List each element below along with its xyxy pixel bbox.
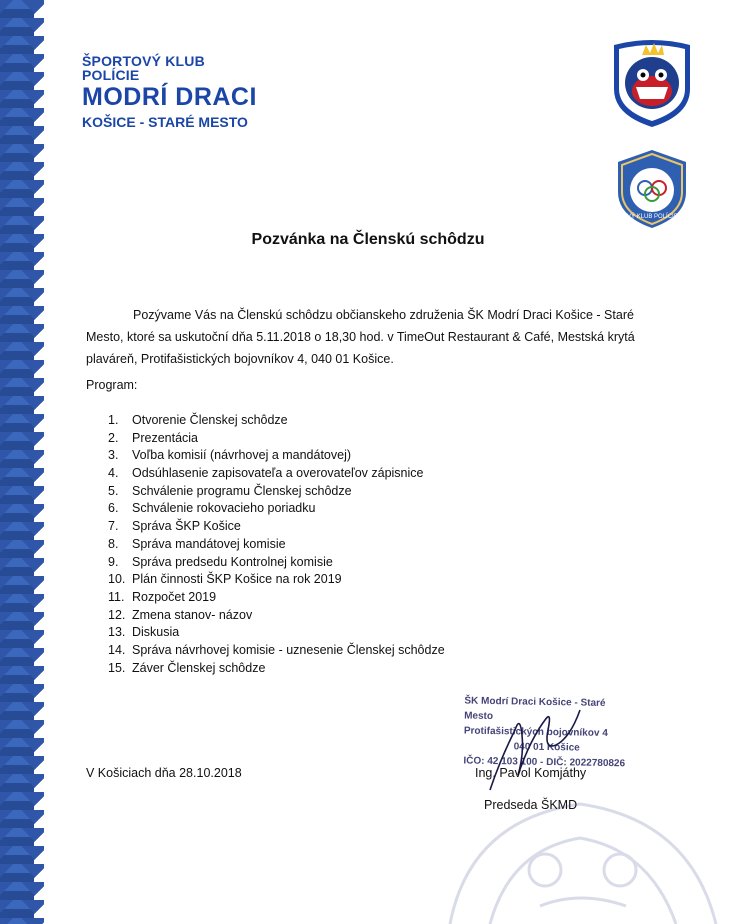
mascot-emblem (610, 37, 694, 129)
program-list (108, 412, 445, 677)
program-item-text: Voľba komisií (návrhovej a mandátovej) (132, 448, 352, 463)
handwritten-signature (460, 690, 610, 800)
logo-line-3: KOŠICE - STARÉ MESTO (82, 114, 248, 130)
program-item (108, 660, 445, 678)
program-item-text: Správa návrhovej komisie - uznesenie Členskej schôdze (132, 642, 445, 657)
stamp-line-1: ŠK Modrí Draci Košice - Staré Mesto (464, 695, 606, 723)
program-item-text: Schválenie programu Členskej schôdze (132, 483, 352, 498)
program-item-number: 2. (108, 430, 119, 445)
program-item-number: 6. (108, 501, 119, 516)
program-item-text: Prezentácia (132, 430, 199, 445)
stamp-line-2: Protifašistických bojovníkov 4 (463, 725, 608, 740)
mascot-watermark (430, 780, 736, 924)
program-item-number: 14. (108, 642, 126, 657)
logo-line-2: MODRÍ DRACI (82, 83, 257, 111)
program-item-number: 12. (108, 607, 126, 622)
program-item-number: 11. (108, 589, 125, 604)
stamp-line-4: IČO: 42 103 100 - DIČ: 2022780826 (463, 755, 626, 770)
program-item-number: 5. (108, 483, 119, 498)
program-item-number: 4. (108, 466, 119, 481)
program-item-number: 8. (108, 536, 119, 551)
program-item (108, 536, 445, 554)
intro-line-2: Mesto, ktoré sa uskutoční dňa 5.11.2018 o 18,30 hod. v TimeOut Restaurant & Café, Mestská krytá (86, 330, 635, 344)
club-logo (82, 54, 262, 129)
program-item-text: Správa mandátovej komisie (132, 536, 286, 551)
program-item (108, 607, 445, 625)
zigzag-border (0, 0, 34, 924)
signer-name: Ing. Pavol Komjáthy (475, 766, 587, 780)
emblem-text: ŠPORTOVÝ KLUB POLÍCIE KOŠICE (601, 214, 703, 220)
program-item-text: Otvorenie Členskej schôdze (132, 413, 288, 427)
program-item (108, 483, 445, 501)
stamp-line-3: 040 01 Košice (513, 741, 580, 754)
document-title: Pozvánka na Členskú schôdzu (251, 231, 485, 248)
program-item-text: Odsúhlasenie zapisovateľa a overovateľov zápisnice (132, 466, 424, 481)
program-item (108, 447, 445, 465)
program-item (108, 430, 445, 448)
program-item-number: 15. (108, 660, 126, 675)
program-item-text: Plán činnosti ŠKP Košice na rok 2019 (132, 572, 342, 587)
intro-paragraph (86, 304, 686, 370)
program-item (108, 465, 445, 483)
program-item (108, 642, 445, 660)
program-item (108, 589, 445, 607)
program-item (108, 500, 445, 518)
program-item-text: Správa ŠKP Košice (132, 519, 241, 534)
intro-line-1: Pozývame Vás na Členskú schôdzu občianskeho združenia ŠK Modrí Draci Košice - Staré (133, 308, 634, 322)
program-item-text: Schválenie rokovacieho poriadku (132, 501, 316, 516)
program-item-number: 10. (108, 572, 126, 587)
program-item-text: Správa predsedu Kontrolnej komisie (132, 554, 333, 569)
program-item (108, 412, 445, 430)
program-item-number: 13. (108, 625, 126, 640)
program-item-text: Diskusia (132, 625, 180, 640)
program-item-number: 3. (108, 448, 119, 463)
program-item (108, 624, 445, 642)
program-item (108, 554, 445, 572)
program-item-text: Zmena stanov- názov (132, 607, 253, 622)
program-item-number: 7. (108, 519, 119, 534)
logo-line-1: ŠPORTOVÝ KLUB POLÍCIE (82, 53, 205, 83)
program-item-text: Rozpočet 2019 (132, 589, 217, 604)
date-line: V Košiciach dňa 28.10.2018 (86, 766, 242, 780)
program-item-number: 9. (108, 554, 119, 569)
signer-role: Predseda ŠKMD (484, 798, 578, 812)
program-item-number: 1. (108, 413, 119, 427)
intro-line-3: plaváreň, Protifašistických bojovníkov 4, 040 01 Košice. (86, 352, 394, 366)
program-heading: Program: (86, 378, 138, 392)
police-club-emblem (601, 148, 703, 230)
program-item (108, 518, 445, 536)
program-item (108, 571, 445, 589)
program-item-text: Záver Členskej schôdze (132, 660, 266, 675)
